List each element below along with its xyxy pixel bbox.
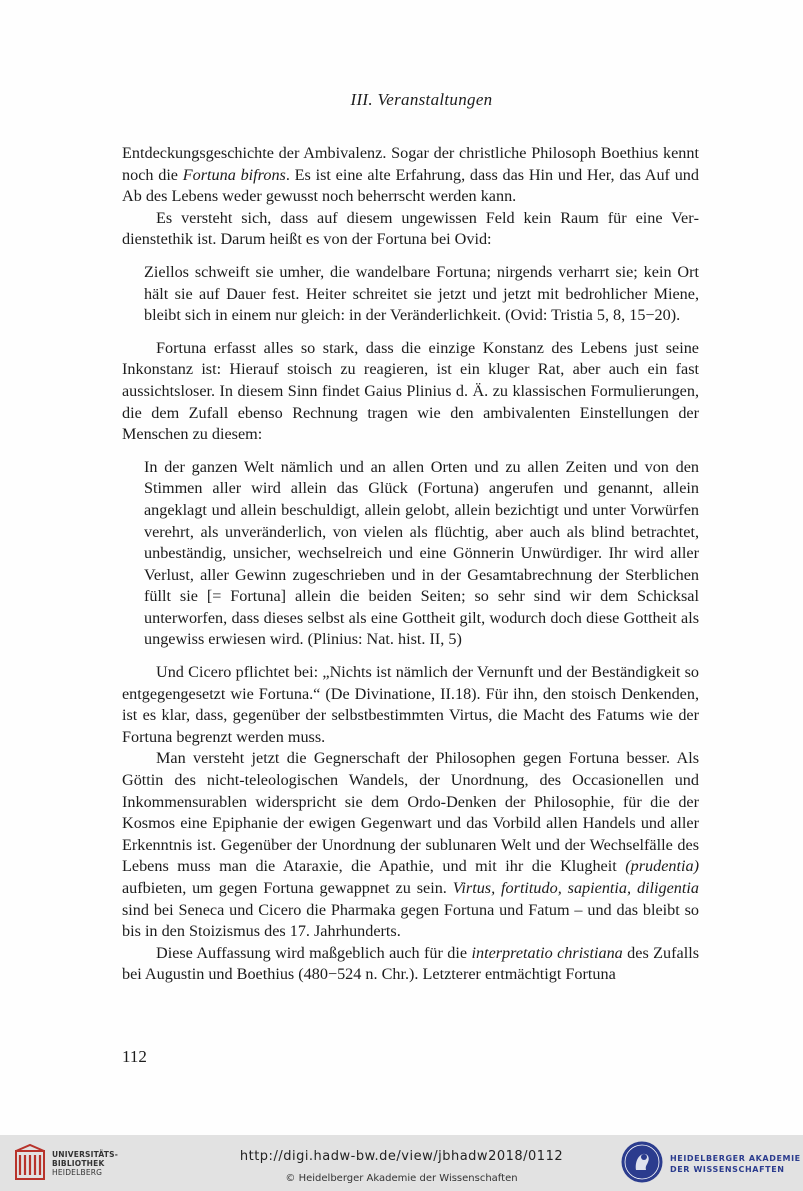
text-run: sind bei Seneca und Cicero die Pharmaka gegen Fortuna und Fatum – und das bleibt so bis in den Stoizismus des 17. Jahrhunderts.	[122, 900, 699, 941]
text-run: Es versteht sich, dass auf diesem ungewissen Feld kein Raum für eine Verdienstethik ist. Darum heißt es von der Fortuna bei Ovid:	[122, 208, 699, 249]
paragraph	[122, 943, 699, 986]
footer-bar	[0, 1135, 803, 1191]
text-run: Ziellos schweift sie umher, die wandelbare Fortuna; nirgends verharrt sie; kein Ort hält sie auf Dauer fest. Heiter schreitet sie jetzt und jetzt mit bedrohlicher Miene, bleibt sich in einem nur gleich: in der Veränderlichkeit. (Ovid: Tristia 5, 8, 15−20).	[144, 262, 699, 325]
text-run: . Es ist eine alte Erfahrung, dass das Hin und Her, das Auf und Ab des Lebens weder gewusst noch beherrscht werden kann.	[122, 165, 699, 206]
italic-text-run: Fortuna bifrons	[182, 165, 286, 184]
library-logo-text: UNIVERSITÄTS- BIBLIOTHEK HEIDELBERG	[52, 1150, 119, 1177]
paragraph	[122, 748, 699, 942]
text-run: In der ganzen Welt nämlich und an allen Orten und zu allen Zeiten und von den Stimmen aller wird allein das Glück (Fortuna) angerufen und genannt, allein angeklagt und allein beschuldigt, allein gelobt, allein bezichtigt und unter Vorwürfen verehrt, als unveränderlich, von vielen als flüchtig, aber auch als blind betrachtet, unbeständig, unsicher, wechselreich und eine Gönnerin Unwürdiger. Ihr wird aller Verlust, aller Gewinn zugeschrieben und in der Gesamtabrechnung der Sterblichen füllt sie [= Fortuna] allein die beiden Seiten; so sehr sind wir dem Schicksal unterworfen, dass dieses selbst als eine Gottheit gilt, wodurch doch diese Gottheit als ungewiss erwiesen wird. (Plinius: Nat. hist. II, 5)	[144, 457, 699, 649]
italic-text-run: Virtus, fortitudo, sapientia, diligentia	[452, 879, 699, 897]
italic-text-run: (prudentia)	[625, 857, 699, 876]
text-run: Und Cicero pflichtet bei: „Nichts ist nämlich der Vernunft und der Beständigkeit so entgegengesetzt wie Fortuna.“ (De Divinatione, II.18). Für ihn, den stoisch Denkenden, ist es klar, dass, gegenüber der selbstbestimmten Virtus, die Macht des Fatums wie der Fortuna begrenzt werden muss.	[122, 663, 699, 746]
paragraph	[122, 338, 699, 446]
permalink-url[interactable]: http://digi.hadw-bw.de/view/jbhadw2018/0112	[239, 1149, 564, 1164]
block-quote-plinius	[144, 457, 699, 651]
paragraph	[122, 208, 699, 251]
paragraph	[122, 662, 699, 748]
text-run: aufbieten, um gegen Fortuna gewappnet zu sein.	[122, 879, 453, 897]
academy-logo-text: HEIDELBERGER AKADEMIE DER WISSENSCHAFTEN	[670, 1154, 801, 1174]
running-header: III. Veranstaltungen	[350, 90, 493, 109]
academy-seal-icon	[620, 1140, 664, 1184]
italic-text-run: interpretatio christiana	[471, 943, 623, 962]
page-number: 112	[122, 1047, 147, 1066]
text-run: Diese Auffassung wird maßgeblich auch für die	[156, 943, 472, 962]
text-run: des Zufalls bei Augustin und Boethius (480−524 n. Chr.). Letzterer entmächtigt Fortuna	[122, 943, 699, 984]
text-run: Man versteht jetzt die Gegnerschaft der Philosophen gegen Fortuna besser. Als Göttin des nicht-teleologischen Wandels, der Unordnung, des Occasionellen und Inkommensurablen widerspricht sie dem Ordo-Denken der Philosophie, für die der Kosmos eine Epiphanie der ewigen Gegenwart und das Vorbild allen Handels und aller Erkenntnis ist. Gegenüber der Unordnung der sublunaren Welt und der Wechselfälle des Lebens muss man die Ataraxie, die Apathie, und mit ihr die Klugheit	[122, 749, 699, 876]
body-text	[122, 143, 699, 986]
text-run: Fortuna erfasst alles so stark, dass die einzige Konstanz des Lebens just seine Inkonstanz ist: Hierauf stoisch zu reagieren, ist ein kluger Rat, aber auch ein fast aussichtsloser. In diesem Sinn findet Gaius Plinius d. Ä. zu klassischen Formulierungen, die dem Zufall ebenso Rechnung tragen wie den ambivalenten Einstellungen der Menschen zu diesem:	[122, 338, 699, 444]
text-run: Entdeckungsgeschichte der Ambivalenz. Sogar der christliche Philosoph Boethius kennt noch die	[122, 144, 699, 184]
hadw-logo[interactable]	[618, 1138, 803, 1188]
paragraph	[122, 143, 699, 208]
copyright-notice: © Heidelberger Akademie der Wissenschaften	[285, 1173, 518, 1184]
block-quote-ovid	[144, 262, 699, 327]
